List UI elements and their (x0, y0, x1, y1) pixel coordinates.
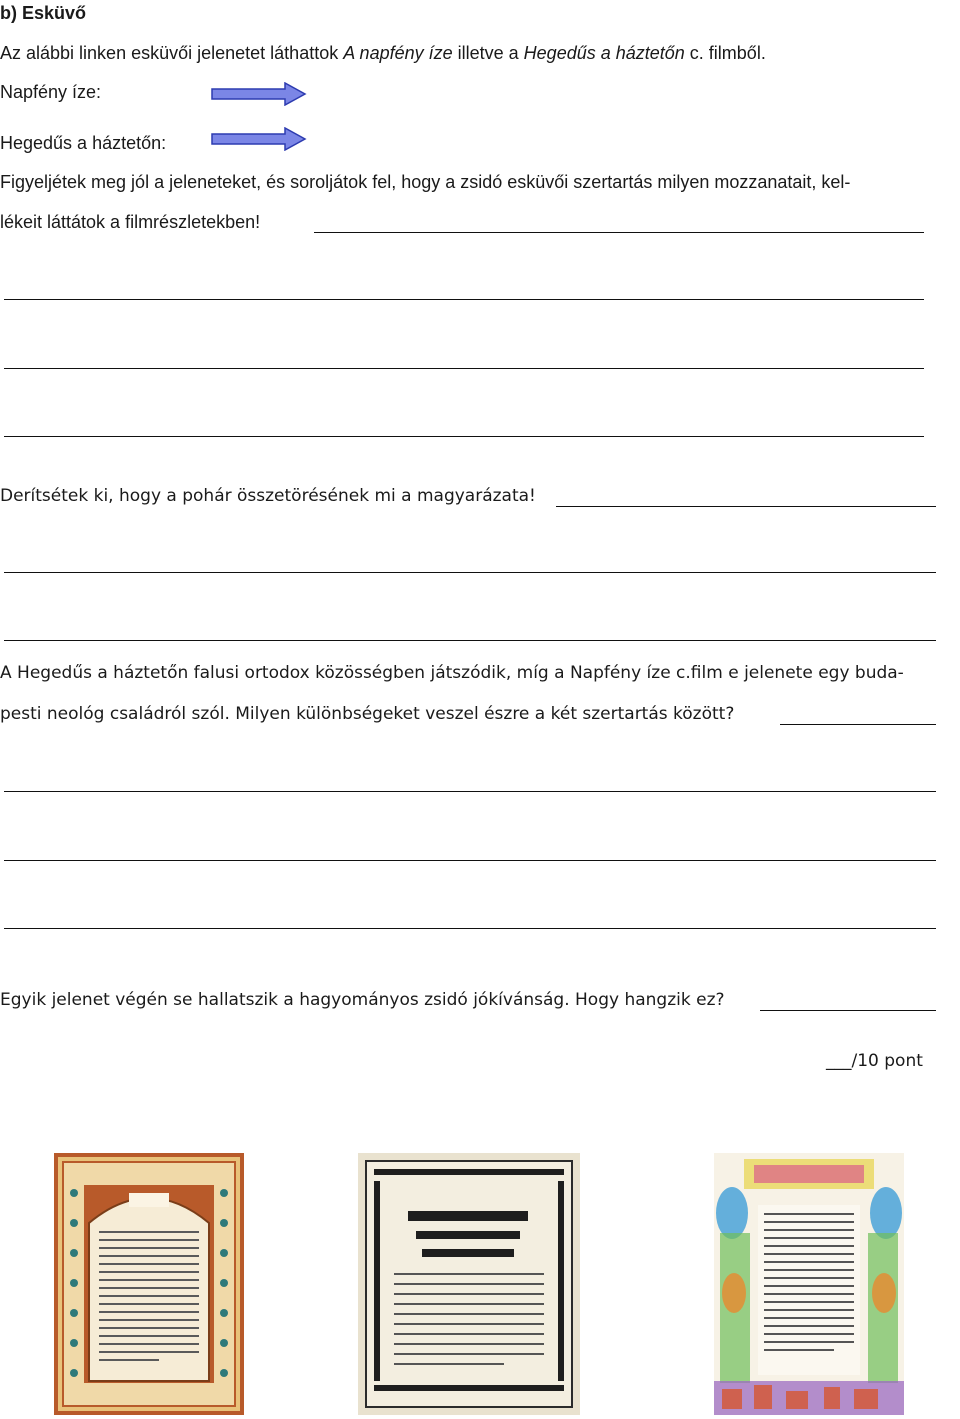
right-arrow-icon[interactable] (211, 127, 307, 151)
answer-line[interactable] (4, 640, 936, 641)
film-title-2: Hegedűs a háztetőn (523, 43, 685, 63)
answer-line[interactable] (4, 860, 936, 861)
answer-line[interactable] (4, 572, 936, 573)
film-title-1: A napfény íze (343, 43, 453, 63)
answer-line[interactable] (760, 1010, 936, 1011)
answer-line[interactable] (4, 299, 924, 300)
question-3-line-1: A Hegedűs a háztetőn falusi ortodox közösségben játszódik, míg a Napfény íze c.film e jelenete egy buda- (0, 663, 904, 683)
question-1-line-2: lékeit láttátok a filmrészletekben! (0, 212, 261, 232)
question-3-line-2: pesti neológ családról szól. Milyen különbségeket veszel észre a két szertartás között? (0, 704, 735, 724)
ketubah-calligraphy-image (358, 1153, 580, 1415)
answer-line[interactable] (314, 232, 924, 233)
answer-line[interactable] (780, 724, 936, 725)
link-label-napfeny: Napfény íze: (0, 82, 102, 102)
question-2: Derítsétek ki, hogy a pohár összetörésének mi a magyarázata! (0, 486, 536, 506)
answer-line[interactable] (4, 436, 924, 437)
question-4: Egyik jelenet végén se hallatszik a hagyományos zsidó jókívánság. Hogy hangzik ez? (0, 990, 725, 1010)
question-1-line-1: Figyeljétek meg jól a jeleneteket, és soroljátok fel, hogy a zsidó esküvői szertartás milyen mozzanatait, kel- (0, 172, 851, 192)
ketubah-ornate-image (54, 1153, 244, 1415)
intro-text: Az alábbi linken esküvői jelenetet láthattok A napfény íze illetve a Hegedűs a háztetőn c. filmből. (0, 43, 766, 63)
link-label-hegedus: Hegedűs a háztetőn: (0, 133, 167, 153)
section-heading: b) Esküvő (0, 3, 87, 23)
ketubah-watercolor-image (714, 1153, 904, 1415)
answer-line[interactable] (556, 506, 936, 507)
answer-line[interactable] (4, 928, 936, 929)
right-arrow-icon[interactable] (211, 82, 307, 106)
answer-line[interactable] (4, 368, 924, 369)
answer-line[interactable] (4, 791, 936, 792)
score: ___/10 pont (826, 1051, 923, 1071)
